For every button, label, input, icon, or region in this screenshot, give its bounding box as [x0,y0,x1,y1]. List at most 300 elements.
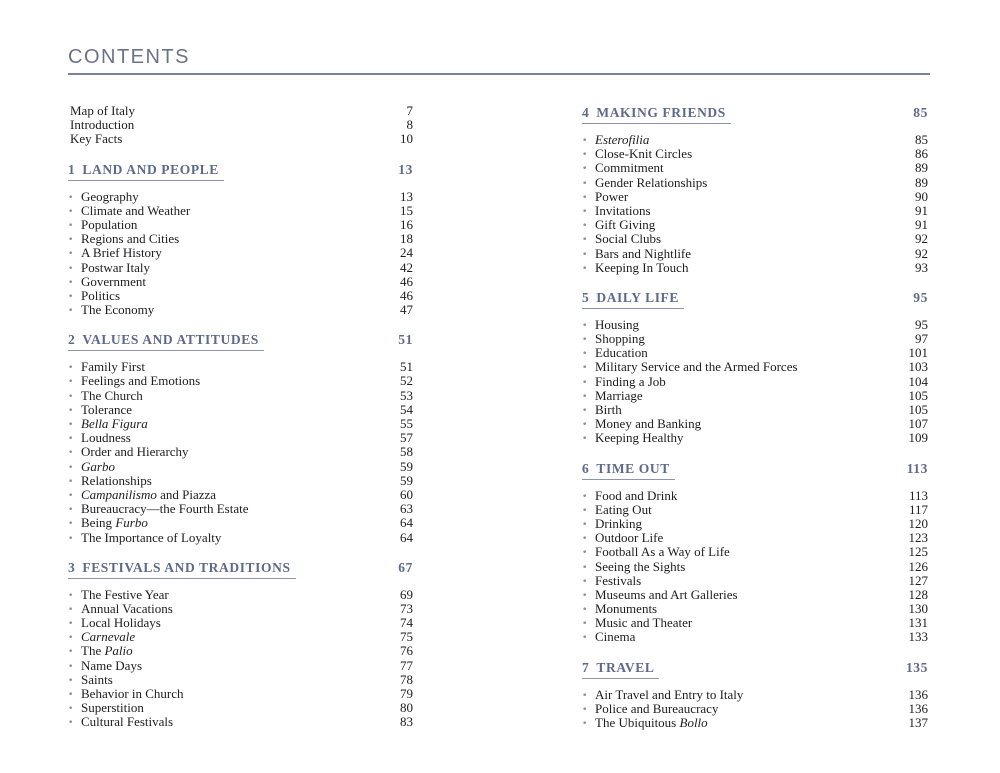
section-heading-text [68,333,264,351]
toc-item-label: Introduction [70,118,135,133]
toc-item-page: 10 [400,131,413,147]
toc-item-label: Finding a Job [595,374,666,389]
bullet-icon: • [582,690,588,701]
toc-item [68,616,413,630]
toc-item [582,503,928,517]
front-matter-item [68,104,413,118]
toc-item [582,417,928,431]
toc-item-page: 95 [915,316,928,332]
toc-item [68,460,413,474]
bullet-icon: • [68,192,74,203]
toc-item-label: Postwar Italy [81,260,150,275]
toc-item-label: Loudness [81,431,131,446]
bullet-icon: • [68,675,74,686]
bullet-icon: • [582,719,588,729]
bullet-icon: • [582,605,588,616]
toc-item-label: Museums and Art Galleries [595,587,738,602]
italic-term: Carnevale [81,630,136,645]
bullet-icon: • [68,604,74,615]
bullet-icon: • [68,220,74,231]
section-page: 13 [398,161,413,177]
bullet-icon: • [68,704,74,715]
toc-section [68,333,413,544]
toc-item [582,560,928,574]
toc-item-label: Bars and Nightlife [595,246,692,261]
toc-item-page: 16 [400,216,413,232]
toc-item [582,346,928,360]
toc-item-page: 13 [400,188,413,204]
toc-item-label [81,630,383,644]
toc-item [68,602,413,616]
toc-item-label: Population [81,217,138,232]
section-heading-text [582,661,659,679]
toc-item-label: Shopping [595,332,645,347]
toc-item [68,715,413,729]
toc-item-page: 113 [908,487,928,503]
section-item-list [582,318,928,446]
toc-item [582,375,928,389]
toc-item-label: The Festive Year [81,587,169,602]
toc-item-page: 93 [915,259,928,275]
toc-item [68,701,413,715]
toc-item-label: Key Facts [70,132,123,147]
toc-item-page: 92 [915,231,928,247]
section-item-list [582,133,928,275]
toc-item [68,190,413,204]
toc-item-page: 46 [400,287,413,303]
toc-item [68,218,413,232]
bullet-icon: • [68,505,74,516]
toc-item-page: 57 [400,430,413,446]
bullet-icon: • [582,633,588,644]
toc-item [68,246,413,260]
toc-item [68,659,413,673]
front-matter-item [68,118,413,132]
bullet-icon: • [582,562,588,573]
bullet-icon: • [68,277,74,288]
section-number: 5 [582,289,590,305]
toc-item [582,716,928,730]
toc-item-label: Birth [595,403,622,417]
toc-item [582,232,928,246]
toc-item-page: 64 [400,515,413,531]
toc-item [68,360,413,374]
section-heading [582,106,928,124]
toc-item-label: Gender Relationships [595,175,708,190]
toc-item-label: Politics [81,288,121,303]
bullet-icon: • [582,320,588,331]
bullet-icon: • [68,306,74,317]
toc-item-page: 97 [915,331,928,347]
bullet-icon: • [582,519,588,530]
toc-item-label: Cinema [595,630,636,645]
toc-item-label: Air Travel and Entry to Italy [595,687,744,702]
italic-term: Furbo [115,516,148,531]
section-title: TRAVEL [596,659,655,675]
bullet-icon: • [582,590,588,601]
toc-section [582,462,928,645]
toc-item [68,374,413,388]
italic-term: Palio [104,644,133,659]
toc-item-label: Food and Drink [595,488,678,503]
bullet-icon: • [582,704,588,715]
bullet-icon: • [582,335,588,346]
toc-item-page: 105 [908,387,928,403]
bullet-icon: • [68,434,74,445]
toc-item-label: The Economy [81,303,155,318]
section-heading-text [68,561,296,579]
section-item-list [68,588,413,730]
toc-item [68,644,413,658]
italic-term: Bella Figura [81,417,148,431]
bullet-icon: • [582,206,588,217]
section-page: 95 [913,289,928,305]
toc-item-label: Power [595,189,629,204]
toc-item-page: 89 [915,160,928,176]
page-header [68,45,930,75]
toc-item-label: Police and Bureaucracy [595,701,719,716]
toc-item-page: 77 [400,657,413,673]
toc-item-page: 75 [400,629,413,645]
toc-column-right [582,104,928,730]
bullet-icon: • [68,690,74,700]
toc-item [68,531,413,545]
toc-item [582,588,928,602]
toc-item-label: Money and Banking [595,417,702,432]
bullet-icon: • [582,235,588,246]
toc-item-label: Monuments [595,602,658,617]
toc-item-page: 64 [400,529,413,545]
section-heading-text [582,291,684,309]
bullet-icon: • [68,235,74,246]
toc-item-label: Housing [595,317,640,332]
toc-item-page: 90 [915,188,928,204]
bullet-icon: • [68,490,74,501]
right-sections [582,106,928,730]
bullet-icon: • [68,263,74,274]
bullet-icon: • [582,221,588,232]
toc-item [68,289,413,303]
page-title: CONTENTS [68,46,190,68]
toc-section [68,163,413,318]
toc-item [68,204,413,218]
toc-item-page: 130 [908,601,928,617]
toc-item-page: 123 [908,530,928,546]
toc-item [582,630,928,644]
toc-section [582,661,928,731]
toc-item-page: 136 [908,700,928,716]
section-heading [582,661,928,679]
toc-item [68,516,413,530]
toc-item-label: Saints [81,672,113,687]
bullet-icon: • [582,377,588,388]
toc-item-page: 105 [908,402,928,417]
toc-item [582,688,928,702]
toc-item-label: Relationships [81,473,152,488]
toc-item-label [81,417,383,431]
toc-item [582,360,928,374]
toc-item-label: Close-Knit Circles [595,147,693,162]
bullet-icon: • [68,448,74,459]
toc-item-page: 137 [908,715,928,730]
toc-item-label: Keeping Healthy [595,431,684,446]
bullet-icon: • [68,291,74,302]
bullet-icon: • [582,349,588,360]
toc-item-page: 55 [400,416,413,431]
toc-item-label: Feelings and Emotions [81,374,201,389]
bullet-icon: • [68,363,74,374]
toc-item [68,261,413,275]
toc-item-label: Map of Italy [70,104,135,118]
toc-item-label: Festivals [595,573,642,588]
toc-item-label: Name Days [81,658,143,673]
section-heading [582,462,928,480]
toc-item-page: 92 [915,245,928,261]
toc-item-page: 15 [400,202,413,218]
toc-item-page: 131 [908,615,928,631]
toc-item-page: 59 [400,458,413,474]
toc-item-page: 126 [908,558,928,574]
toc-item-page: 42 [400,259,413,275]
toc-item [582,318,928,332]
toc-item-label: Keeping In Touch [595,260,689,275]
toc-item-label: Drinking [595,516,642,531]
bullet-icon: • [582,406,588,416]
bullet-icon: • [582,363,588,374]
bullet-icon: • [582,150,588,161]
bullet-icon: • [582,136,588,146]
toc-item-page: 76 [400,643,413,659]
section-heading [582,291,928,309]
section-page: 51 [398,332,413,348]
bullet-icon: • [582,434,588,445]
section-item-list [68,190,413,318]
toc-section [68,561,413,730]
toc-item-page: 74 [400,615,413,631]
toc-section [582,291,928,446]
toc-item-page: 117 [908,501,928,517]
toc-item-label: Football As a Way of Life [595,545,730,560]
bullet-icon: • [582,505,588,516]
toc-item-page: 52 [400,373,413,389]
bullet-icon: • [582,548,588,559]
toc-item-page: 69 [400,586,413,602]
toc-item [68,445,413,459]
section-title: LAND AND PEOPLE [82,161,219,177]
toc-item-label: Superstition [81,701,144,716]
section-number: 6 [582,460,590,476]
toc-item-page: 46 [400,273,413,289]
toc-item [582,389,928,403]
toc-item [582,616,928,630]
toc-item [582,147,928,161]
bullet-icon: • [68,462,74,473]
section-heading-text [582,462,675,480]
bullet-icon: • [582,192,588,203]
toc-item-page: 120 [908,515,928,531]
toc-item [582,161,928,175]
toc-item-page: 136 [908,686,928,702]
section-number: 4 [582,105,590,120]
toc-item-page: 107 [908,416,928,432]
italic-term: Esterofilia [595,133,650,147]
toc-item-label: Geography [81,189,139,204]
toc-item-page: 24 [400,245,413,261]
toc-item-label: Cultural Festivals [81,715,174,730]
toc-item-label: Commitment [595,161,664,176]
bullet-icon: • [582,491,588,502]
italic-term: Garbo [81,459,115,474]
bullet-icon: • [582,249,588,260]
toc-item [582,332,928,346]
section-number: 7 [582,659,590,675]
bullet-icon: • [68,619,74,630]
section-number: 2 [68,332,76,348]
toc-item-page: 78 [400,671,413,687]
toc-item [582,218,928,232]
bullet-icon: • [68,405,74,416]
toc-item-label: Gift Giving [595,218,656,233]
toc-item-label: Family First [81,360,145,375]
toc-item-label: Government [81,274,146,289]
bullet-icon: • [68,647,74,658]
bullet-icon: • [582,534,588,545]
left-sections [68,163,413,730]
toc-item-page: 109 [908,430,928,446]
bullet-icon: • [582,576,588,587]
bullet-icon: • [582,178,588,189]
front-matter-item [68,132,413,146]
header-rule [68,73,930,75]
toc-item-page: 101 [908,345,928,361]
toc-item-label: Local Holidays [81,616,161,631]
toc-item-page: 91 [915,217,928,233]
toc-item [582,176,928,190]
bullet-icon: • [68,249,74,260]
section-item-list [68,360,413,544]
section-heading-text [582,106,731,124]
toc-column-left [68,104,413,730]
italic-term: Campanilismo [81,487,157,502]
section-page: 85 [913,105,928,120]
toc-item-page: 58 [400,444,413,460]
bullet-icon: • [582,619,588,630]
section-number: 3 [68,559,76,575]
bullet-icon: • [68,533,74,544]
toc-item-label: Military Service and the Armed Forces [595,360,798,375]
section-heading-text [68,163,224,181]
toc-item [582,204,928,218]
toc-item-label: Invitations [595,203,651,218]
section-number: 1 [68,161,76,177]
section-heading [68,561,413,579]
section-item-list [582,688,928,731]
toc-item-label: Seeing the Sights [595,559,686,574]
toc-item-page: 83 [400,714,413,730]
toc-item [582,261,928,275]
toc-item-page: 7 [406,103,413,118]
toc-item-page: 47 [400,302,413,318]
toc-item [582,531,928,545]
toc-item-label: The Church [81,388,143,403]
bullet-icon: • [68,661,74,672]
toc-item-page: 54 [400,401,413,417]
toc-item-label: Social Clubs [595,232,662,247]
section-title: MAKING FRIENDS [596,105,726,120]
toc-item-page: 133 [908,629,928,645]
toc-item-page: 63 [400,501,413,517]
bullet-icon: • [68,206,74,217]
bullet-icon: • [582,420,588,431]
toc-item-page: 60 [400,486,413,502]
toc-item [68,417,413,431]
toc-item-label: Outdoor Life [595,531,664,546]
bullet-icon: • [582,164,588,175]
section-title: VALUES AND ATTITUDES [82,332,259,348]
toc-item-label: Climate and Weather [81,203,191,218]
toc-item-label: Order and Hierarchy [81,445,189,460]
bullet-icon: • [68,718,74,729]
toc-item-page: 104 [908,373,928,389]
section-heading [68,163,413,181]
toc-item-page: 103 [908,359,928,375]
section-title: DAILY LIFE [596,289,680,305]
toc-item-page: 53 [400,387,413,403]
bullet-icon: • [582,263,588,274]
toc-item-label: Regions and Cities [81,232,180,247]
toc-item-label: Bureaucracy—the Fourth Estate [81,502,249,517]
section-page: 113 [906,460,928,476]
toc-item-label: Tolerance [81,402,133,417]
section-heading [68,333,413,351]
toc-item-page: 85 [915,132,928,147]
section-page: 67 [398,559,413,575]
toc-item [68,630,413,644]
bullet-icon: • [68,633,74,644]
toc-item [582,431,928,445]
toc-item-label: Eating Out [595,502,652,517]
toc-item [68,303,413,317]
toc-item [582,545,928,559]
toc-item-page: 89 [915,174,928,190]
toc-item-label: The Palio [81,644,133,659]
toc-item-label [81,460,383,474]
section-title: FESTIVALS AND TRADITIONS [82,559,291,575]
toc-item-page: 80 [400,700,413,716]
toc-item-page: 125 [908,544,928,560]
bullet-icon: • [582,391,588,402]
toc-item [582,133,928,147]
toc-item [68,431,413,445]
toc-item-page: 8 [406,117,413,133]
toc-item [68,474,413,488]
toc-item [68,403,413,417]
toc-item [68,275,413,289]
toc-item-page: 51 [400,359,413,375]
toc-section [582,106,928,275]
toc-item-page: 91 [915,202,928,218]
toc-item [582,702,928,716]
toc-item [68,588,413,602]
toc-item [68,687,413,701]
toc-item-label: Education [595,346,648,361]
toc-item [582,574,928,588]
toc-item-label: The Importance of Loyalty [81,530,222,545]
toc-item-label: A Brief History [81,246,162,261]
toc-item-page: 73 [400,600,413,616]
bullet-icon: • [68,391,74,402]
toc-item-label: Being Furbo [81,516,148,531]
